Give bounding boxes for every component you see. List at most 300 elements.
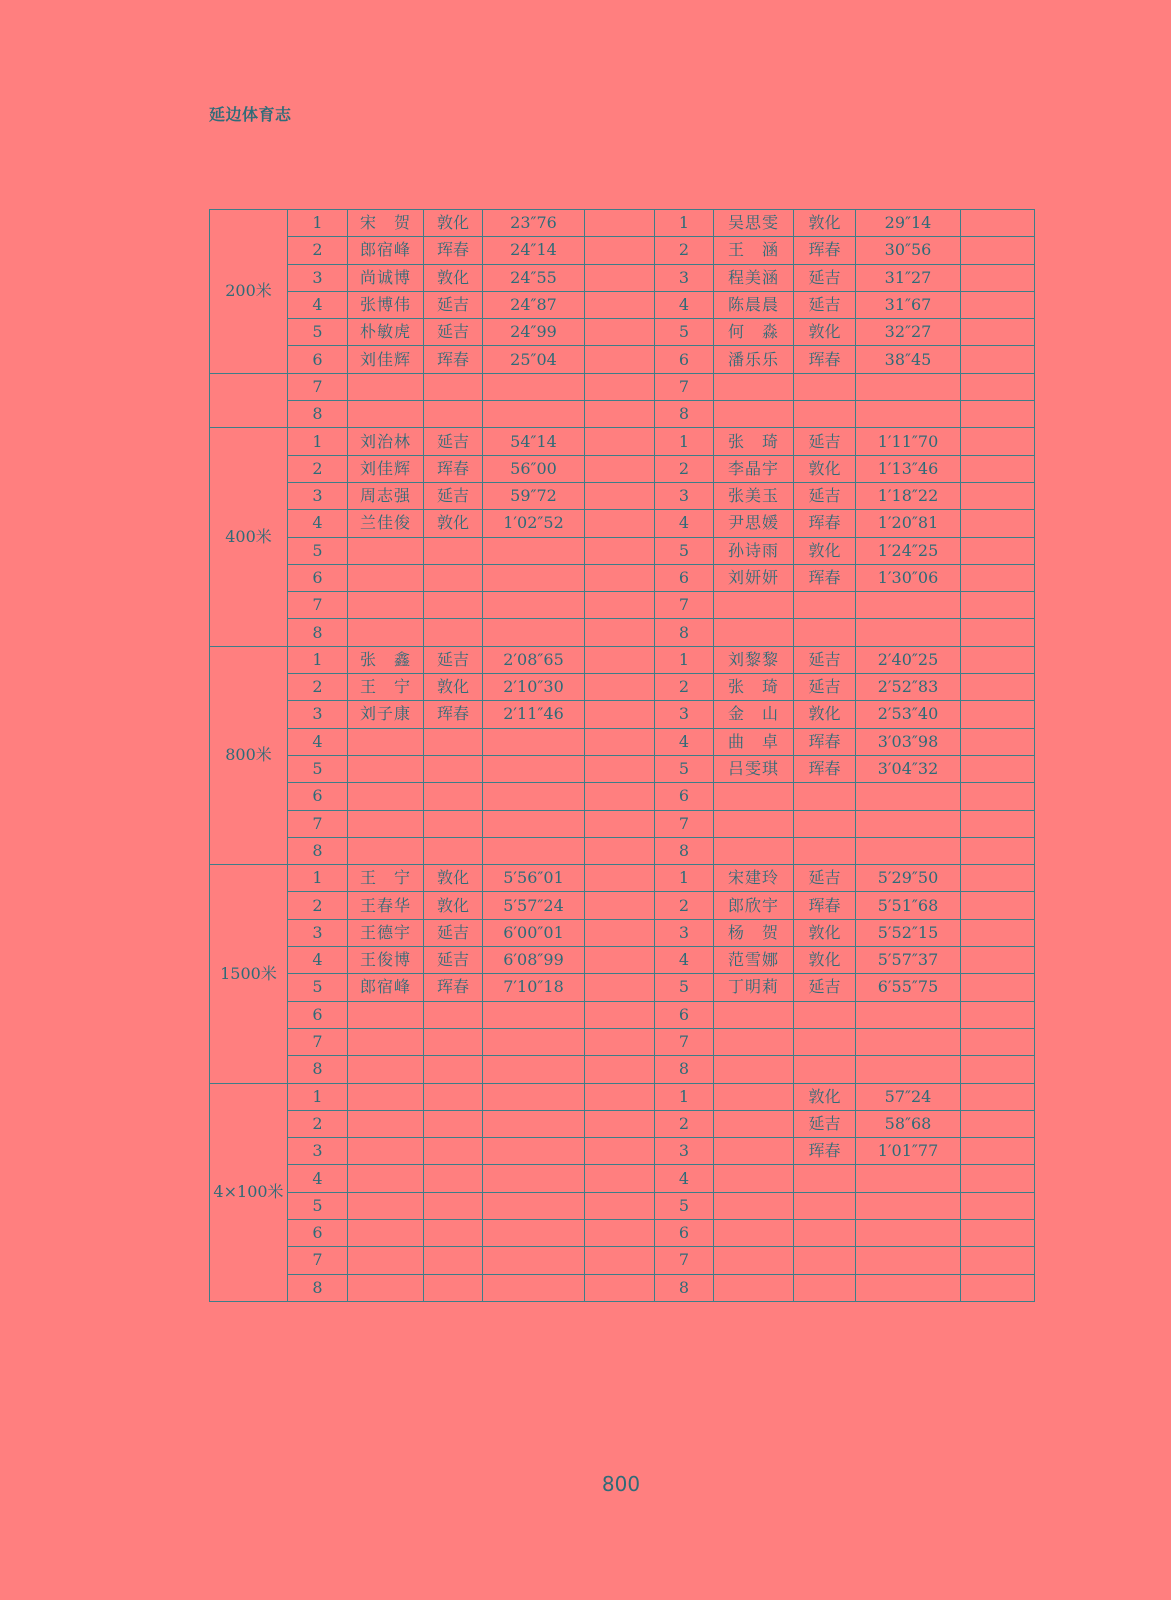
notes-cell-right — [961, 428, 1035, 455]
rank-cell-left: 2 — [288, 674, 348, 701]
team-cell-right: 珲春 — [794, 564, 856, 591]
athlete-name-cell-right: 郎欣宇 — [714, 892, 794, 919]
team-cell-right: 敦化 — [794, 701, 856, 728]
notes-cell-left — [585, 947, 655, 974]
rank-cell-left: 1 — [288, 646, 348, 673]
rank-cell-right: 7 — [655, 1247, 714, 1274]
rank-cell-left: 4 — [288, 728, 348, 755]
athlete-name-cell-right: 吴思雯 — [714, 210, 794, 237]
notes-cell-left — [585, 428, 655, 455]
athlete-name-cell-right: 尹思媛 — [714, 510, 794, 537]
notes-cell-left — [585, 619, 655, 646]
team-cell-right: 敦化 — [794, 319, 856, 346]
rank-cell-right: 3 — [655, 482, 714, 509]
notes-cell-right — [961, 974, 1035, 1001]
athlete-name-cell-right: 宋建玲 — [714, 865, 794, 892]
athlete-name-cell-right: 张 琦 — [714, 674, 794, 701]
result-cell-right: 3′04″32 — [856, 755, 961, 782]
team-cell-right: 延吉 — [794, 646, 856, 673]
table-row — [210, 728, 1035, 755]
result-cell-right: 58″68 — [856, 1110, 961, 1137]
team-cell-right — [794, 1247, 856, 1274]
result-cell-right — [856, 592, 961, 619]
result-cell-right: 2′53″40 — [856, 701, 961, 728]
rank-cell-right: 5 — [655, 974, 714, 1001]
result-cell-left: 6′08″99 — [483, 947, 585, 974]
notes-cell-right — [961, 1219, 1035, 1246]
notes-cell-left — [585, 1274, 655, 1301]
notes-cell-left — [585, 373, 655, 400]
team-cell-left: 珲春 — [424, 346, 483, 373]
rank-cell-right: 4 — [655, 291, 714, 318]
result-cell-left — [483, 401, 585, 428]
team-cell-right: 敦化 — [794, 455, 856, 482]
team-cell-left — [424, 810, 483, 837]
table-row — [210, 947, 1035, 974]
athlete-name-cell-left — [348, 810, 424, 837]
rank-cell-right: 5 — [655, 319, 714, 346]
team-cell-right — [794, 619, 856, 646]
athlete-name-cell-right — [714, 1110, 794, 1137]
team-cell-right: 延吉 — [794, 264, 856, 291]
athlete-name-cell-left: 周志强 — [348, 482, 424, 509]
athlete-name-cell-left — [348, 1110, 424, 1137]
table-row — [210, 319, 1035, 346]
result-cell-left: 24″87 — [483, 291, 585, 318]
result-cell-left — [483, 1110, 585, 1137]
rank-cell-left: 5 — [288, 755, 348, 782]
athlete-name-cell-right: 曲 卓 — [714, 728, 794, 755]
athlete-name-cell-right: 吕雯琪 — [714, 755, 794, 782]
table-row — [210, 510, 1035, 537]
rank-cell-left: 6 — [288, 564, 348, 591]
athlete-name-cell-left: 王俊博 — [348, 947, 424, 974]
notes-cell-right — [961, 482, 1035, 509]
result-cell-right: 2′52″83 — [856, 674, 961, 701]
team-cell-left: 敦化 — [424, 892, 483, 919]
team-cell-left: 延吉 — [424, 319, 483, 346]
table-row — [210, 974, 1035, 1001]
rank-cell-left: 3 — [288, 264, 348, 291]
notes-cell-right — [961, 892, 1035, 919]
team-cell-left — [424, 564, 483, 591]
result-cell-right — [856, 1001, 961, 1028]
notes-cell-left — [585, 1219, 655, 1246]
team-cell-left — [424, 783, 483, 810]
rank-cell-left: 7 — [288, 810, 348, 837]
athlete-name-cell-left: 张博伟 — [348, 291, 424, 318]
athlete-name-cell-left: 兰佳俊 — [348, 510, 424, 537]
athlete-name-cell-left: 郎宿峰 — [348, 974, 424, 1001]
team-cell-right: 珲春 — [794, 237, 856, 264]
result-cell-left: 25″04 — [483, 346, 585, 373]
event-label-cell: 1500米 — [210, 865, 288, 1083]
notes-cell-right — [961, 564, 1035, 591]
notes-cell-right — [961, 1110, 1035, 1137]
team-cell-right: 敦化 — [794, 947, 856, 974]
athlete-name-cell-left: 朴敏虎 — [348, 319, 424, 346]
result-cell-left: 23″76 — [483, 210, 585, 237]
team-cell-right — [794, 1056, 856, 1083]
result-cell-right — [856, 1219, 961, 1246]
notes-cell-left — [585, 346, 655, 373]
athlete-name-cell-right — [714, 1028, 794, 1055]
rank-cell-right: 4 — [655, 1165, 714, 1192]
notes-cell-right — [961, 510, 1035, 537]
notes-cell-right — [961, 346, 1035, 373]
team-cell-right: 珲春 — [794, 510, 856, 537]
notes-cell-right — [961, 373, 1035, 400]
result-cell-left — [483, 1001, 585, 1028]
result-cell-right: 5′57″37 — [856, 947, 961, 974]
result-cell-left: 54″14 — [483, 428, 585, 455]
result-cell-right — [856, 401, 961, 428]
rank-cell-right: 1 — [655, 428, 714, 455]
rank-cell-right: 3 — [655, 264, 714, 291]
notes-cell-right — [961, 1083, 1035, 1110]
table-row — [210, 674, 1035, 701]
page-number: 800 — [601, 1472, 641, 1496]
team-cell-right — [794, 401, 856, 428]
result-cell-left — [483, 728, 585, 755]
result-cell-right: 1′24″25 — [856, 537, 961, 564]
result-cell-right: 2′40″25 — [856, 646, 961, 673]
team-cell-right: 珲春 — [794, 1138, 856, 1165]
rank-cell-right: 4 — [655, 510, 714, 537]
athlete-name-cell-right: 丁明莉 — [714, 974, 794, 1001]
notes-cell-right — [961, 264, 1035, 291]
result-cell-right: 6′55″75 — [856, 974, 961, 1001]
athlete-name-cell-right: 陈晨晨 — [714, 291, 794, 318]
rank-cell-right: 7 — [655, 373, 714, 400]
table-row — [210, 919, 1035, 946]
notes-cell-right — [961, 919, 1035, 946]
rank-cell-left: 3 — [288, 701, 348, 728]
team-cell-left: 敦化 — [424, 510, 483, 537]
notes-cell-left — [585, 783, 655, 810]
rank-cell-right: 7 — [655, 810, 714, 837]
table-row — [210, 1138, 1035, 1165]
team-cell-right: 延吉 — [794, 482, 856, 509]
rank-cell-left: 7 — [288, 373, 348, 400]
athlete-name-cell-left: 王 宁 — [348, 865, 424, 892]
team-cell-right: 珲春 — [794, 755, 856, 782]
table-row — [210, 264, 1035, 291]
result-cell-right: 29″14 — [856, 210, 961, 237]
notes-cell-right — [961, 755, 1035, 782]
team-cell-right: 延吉 — [794, 674, 856, 701]
athlete-name-cell-left — [348, 1274, 424, 1301]
rank-cell-left: 1 — [288, 865, 348, 892]
team-cell-right — [794, 1274, 856, 1301]
athlete-name-cell-right — [714, 1083, 794, 1110]
athlete-name-cell-left — [348, 401, 424, 428]
result-cell-right: 3′03″98 — [856, 728, 961, 755]
rank-cell-left: 5 — [288, 1192, 348, 1219]
notes-cell-left — [585, 264, 655, 291]
result-cell-left — [483, 1247, 585, 1274]
result-cell-left: 1′02″52 — [483, 510, 585, 537]
athlete-name-cell-left: 王春华 — [348, 892, 424, 919]
table-row — [210, 1165, 1035, 1192]
team-cell-right: 珲春 — [794, 728, 856, 755]
athlete-name-cell-left — [348, 837, 424, 864]
result-cell-left — [483, 1165, 585, 1192]
result-cell-left: 59″72 — [483, 482, 585, 509]
athlete-name-cell-right: 刘黎黎 — [714, 646, 794, 673]
team-cell-right: 珲春 — [794, 346, 856, 373]
event-label-cell: 200米 — [210, 210, 288, 374]
athlete-name-cell-right — [714, 1192, 794, 1219]
table-row — [210, 1219, 1035, 1246]
result-cell-left — [483, 537, 585, 564]
team-cell-right — [794, 1219, 856, 1246]
team-cell-left — [424, 1165, 483, 1192]
athlete-name-cell-left — [348, 592, 424, 619]
notes-cell-left — [585, 1247, 655, 1274]
table-row — [210, 1274, 1035, 1301]
rank-cell-right: 8 — [655, 837, 714, 864]
team-cell-left — [424, 1001, 483, 1028]
athlete-name-cell-right — [714, 1165, 794, 1192]
result-cell-left — [483, 619, 585, 646]
table-row — [210, 646, 1035, 673]
team-cell-left — [424, 1083, 483, 1110]
notes-cell-right — [961, 783, 1035, 810]
table-row — [210, 865, 1035, 892]
result-cell-right: 1′13″46 — [856, 455, 961, 482]
result-cell-left — [483, 1083, 585, 1110]
notes-cell-right — [961, 674, 1035, 701]
notes-cell-right — [961, 537, 1035, 564]
athlete-name-cell-right — [714, 401, 794, 428]
notes-cell-left — [585, 919, 655, 946]
athlete-name-cell-right — [714, 1219, 794, 1246]
athlete-name-cell-left — [348, 1247, 424, 1274]
team-cell-left — [424, 619, 483, 646]
result-cell-right — [856, 1056, 961, 1083]
table-row — [210, 810, 1035, 837]
athlete-name-cell-left: 刘佳辉 — [348, 455, 424, 482]
notes-cell-right — [961, 210, 1035, 237]
result-cell-right: 5′51″68 — [856, 892, 961, 919]
result-cell-right — [856, 810, 961, 837]
team-cell-left — [424, 1138, 483, 1165]
notes-cell-left — [585, 837, 655, 864]
rank-cell-left: 8 — [288, 401, 348, 428]
results-table-body — [210, 210, 1035, 1302]
team-cell-right — [794, 1028, 856, 1055]
result-cell-right — [856, 1165, 961, 1192]
notes-cell-left — [585, 974, 655, 1001]
team-cell-right: 珲春 — [794, 892, 856, 919]
athlete-name-cell-left — [348, 373, 424, 400]
rank-cell-right: 5 — [655, 1192, 714, 1219]
rank-cell-left: 3 — [288, 482, 348, 509]
table-row — [210, 1247, 1035, 1274]
result-cell-left: 24″14 — [483, 237, 585, 264]
rank-cell-right: 3 — [655, 701, 714, 728]
team-cell-right: 延吉 — [794, 291, 856, 318]
team-cell-right: 延吉 — [794, 1110, 856, 1137]
result-cell-left: 24″99 — [483, 319, 585, 346]
notes-cell-left — [585, 1083, 655, 1110]
result-cell-left: 2′10″30 — [483, 674, 585, 701]
team-cell-right: 敦化 — [794, 537, 856, 564]
table-row — [210, 455, 1035, 482]
rank-cell-left: 3 — [288, 919, 348, 946]
athlete-name-cell-right — [714, 619, 794, 646]
rank-cell-right: 2 — [655, 674, 714, 701]
notes-cell-left — [585, 401, 655, 428]
team-cell-right: 敦化 — [794, 919, 856, 946]
result-cell-right: 31″67 — [856, 291, 961, 318]
rank-cell-left: 2 — [288, 455, 348, 482]
result-cell-right: 38″45 — [856, 346, 961, 373]
notes-cell-left — [585, 755, 655, 782]
result-cell-left — [483, 564, 585, 591]
team-cell-left — [424, 537, 483, 564]
table-row — [210, 401, 1035, 428]
rank-cell-right: 3 — [655, 1138, 714, 1165]
rank-cell-left: 1 — [288, 428, 348, 455]
team-cell-right — [794, 837, 856, 864]
notes-cell-left — [585, 319, 655, 346]
running-header-title: 延边体育志 — [209, 105, 292, 124]
team-cell-left — [424, 728, 483, 755]
table-row — [210, 783, 1035, 810]
athlete-name-cell-right: 何 淼 — [714, 319, 794, 346]
table-row — [210, 346, 1035, 373]
team-cell-right — [794, 810, 856, 837]
athlete-name-cell-left — [348, 537, 424, 564]
athlete-name-cell-right: 潘乐乐 — [714, 346, 794, 373]
notes-cell-right — [961, 455, 1035, 482]
athlete-name-cell-left: 王德宇 — [348, 919, 424, 946]
team-cell-left: 珲春 — [424, 974, 483, 1001]
team-cell-right — [794, 1192, 856, 1219]
athlete-name-cell-left — [348, 1001, 424, 1028]
athlete-name-cell-left — [348, 755, 424, 782]
rank-cell-right: 7 — [655, 1028, 714, 1055]
rank-cell-right: 7 — [655, 592, 714, 619]
table-row — [210, 1083, 1035, 1110]
notes-cell-right — [961, 592, 1035, 619]
result-cell-left: 56″00 — [483, 455, 585, 482]
notes-cell-left — [585, 537, 655, 564]
result-cell-right — [856, 1247, 961, 1274]
notes-cell-left — [585, 892, 655, 919]
notes-cell-left — [585, 510, 655, 537]
result-cell-right: 1′18″22 — [856, 482, 961, 509]
rank-cell-left: 6 — [288, 1219, 348, 1246]
notes-cell-right — [961, 646, 1035, 673]
athlete-name-cell-right — [714, 592, 794, 619]
rank-cell-right: 1 — [655, 865, 714, 892]
team-cell-right: 敦化 — [794, 210, 856, 237]
result-cell-right: 57″24 — [856, 1083, 961, 1110]
result-cell-left — [483, 1028, 585, 1055]
team-cell-left: 延吉 — [424, 919, 483, 946]
results-table — [209, 209, 1035, 1302]
notes-cell-left — [585, 1110, 655, 1137]
result-cell-right: 5′29″50 — [856, 865, 961, 892]
notes-cell-right — [961, 291, 1035, 318]
notes-cell-right — [961, 1247, 1035, 1274]
table-row — [210, 1001, 1035, 1028]
notes-cell-left — [585, 455, 655, 482]
team-cell-left: 敦化 — [424, 674, 483, 701]
table-row — [210, 237, 1035, 264]
notes-cell-left — [585, 1028, 655, 1055]
notes-cell-left — [585, 810, 655, 837]
team-cell-left — [424, 1028, 483, 1055]
notes-cell-right — [961, 1192, 1035, 1219]
athlete-name-cell-left — [348, 1056, 424, 1083]
notes-cell-left — [585, 674, 655, 701]
table-row — [210, 564, 1035, 591]
rank-cell-left: 2 — [288, 1110, 348, 1137]
result-cell-left — [483, 755, 585, 782]
rank-cell-right: 8 — [655, 1274, 714, 1301]
team-cell-left — [424, 592, 483, 619]
team-cell-left — [424, 1247, 483, 1274]
athlete-name-cell-right — [714, 810, 794, 837]
athlete-name-cell-right — [714, 1138, 794, 1165]
rank-cell-right: 2 — [655, 892, 714, 919]
notes-cell-left — [585, 1192, 655, 1219]
athlete-name-cell-left — [348, 1219, 424, 1246]
result-cell-right: 1′20″81 — [856, 510, 961, 537]
notes-cell-left — [585, 701, 655, 728]
athlete-name-cell-left: 刘子康 — [348, 701, 424, 728]
notes-cell-left — [585, 1165, 655, 1192]
rank-cell-left: 6 — [288, 1001, 348, 1028]
athlete-name-cell-right: 金 山 — [714, 701, 794, 728]
athlete-name-cell-right — [714, 1056, 794, 1083]
team-cell-left — [424, 401, 483, 428]
table-row — [210, 428, 1035, 455]
team-cell-right — [794, 373, 856, 400]
notes-cell-right — [961, 1165, 1035, 1192]
notes-cell-right — [961, 401, 1035, 428]
result-cell-left — [483, 1274, 585, 1301]
notes-cell-right — [961, 237, 1035, 264]
rank-cell-right: 8 — [655, 1056, 714, 1083]
rank-cell-right: 1 — [655, 646, 714, 673]
notes-cell-right — [961, 865, 1035, 892]
rank-cell-left: 4 — [288, 291, 348, 318]
rank-cell-left: 7 — [288, 1247, 348, 1274]
result-cell-left — [483, 837, 585, 864]
rank-cell-left: 2 — [288, 892, 348, 919]
notes-cell-right — [961, 1274, 1035, 1301]
athlete-name-cell-left: 刘佳辉 — [348, 346, 424, 373]
table-row — [210, 1028, 1035, 1055]
notes-cell-left — [585, 728, 655, 755]
athlete-name-cell-right — [714, 837, 794, 864]
notes-cell-right — [961, 728, 1035, 755]
athlete-name-cell-right: 刘妍妍 — [714, 564, 794, 591]
rank-cell-right: 2 — [655, 1110, 714, 1137]
rank-cell-right: 2 — [655, 455, 714, 482]
team-cell-left: 延吉 — [424, 428, 483, 455]
table-row — [210, 701, 1035, 728]
rank-cell-left: 8 — [288, 619, 348, 646]
team-cell-right: 延吉 — [794, 428, 856, 455]
team-cell-left — [424, 1056, 483, 1083]
event-label-cell: 4×100米 — [210, 1083, 288, 1301]
